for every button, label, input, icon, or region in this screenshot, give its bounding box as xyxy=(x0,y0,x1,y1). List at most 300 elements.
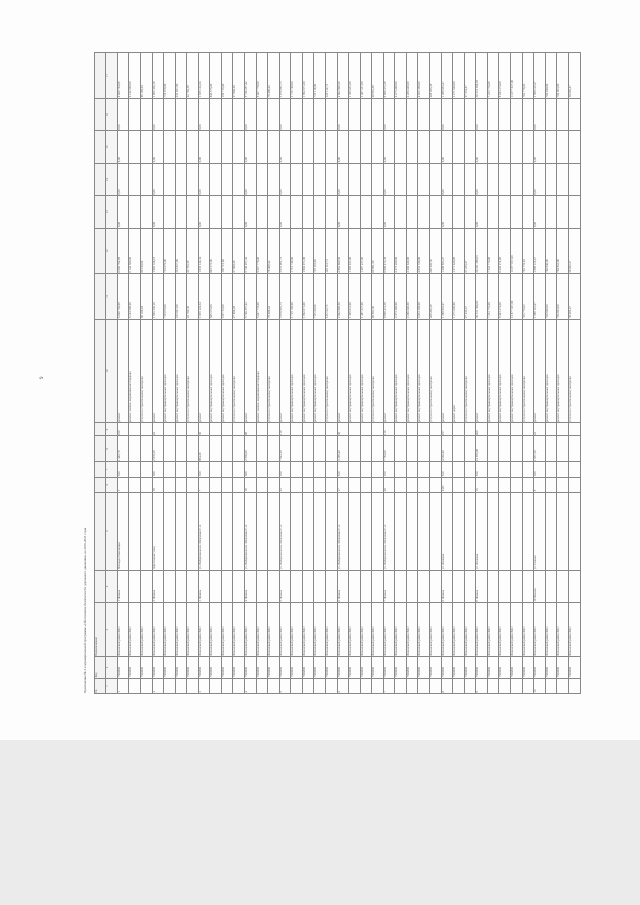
index-cell: 15 xyxy=(106,131,118,163)
table-cell: Ленинский район ВАО xyxy=(152,603,164,657)
table-cell: 6 144 500,00 xyxy=(129,274,141,319)
table-cell: 784 963,00 xyxy=(557,53,569,99)
table-cell xyxy=(522,492,534,570)
table-cell xyxy=(164,423,176,436)
table-cell: Ленинский район ВАО xyxy=(568,603,580,657)
table-cell xyxy=(256,570,268,602)
table-cell xyxy=(372,436,384,462)
table-cell xyxy=(372,98,384,130)
table-cell: 7506800 xyxy=(245,657,257,679)
table-cell: Ленинский район ВАО xyxy=(210,603,222,657)
table-cell xyxy=(221,678,233,693)
table-cell: 7506800 xyxy=(233,657,245,679)
table-cell xyxy=(129,462,141,477)
table-cell: 10 xyxy=(245,477,257,492)
table-cell: 3 395,40 xyxy=(337,436,349,462)
table-cell xyxy=(302,462,314,477)
table-cell xyxy=(430,423,442,436)
table-cell: 763 776,03 xyxy=(522,53,534,99)
table-cell xyxy=(291,131,303,163)
table-cell: 159 715,00 xyxy=(221,274,233,319)
table-cell xyxy=(430,678,442,693)
table-cell: услуги по строительному контролю xyxy=(568,319,580,423)
table-cell: 7506800 xyxy=(383,657,395,679)
index-cell: 1 xyxy=(106,678,118,693)
table-cell xyxy=(487,196,499,228)
table-cell: 78 409,42 xyxy=(268,53,280,99)
table-cell xyxy=(175,163,187,195)
table-cell: 719 119,00 xyxy=(314,274,326,319)
table-cell xyxy=(406,196,418,228)
table-cell: 2 206 640,00 xyxy=(406,228,418,273)
table-cell: 2 862 869,50 xyxy=(337,228,349,273)
table-cell: 1 271 620,00 xyxy=(453,53,465,99)
table-cell: 7506800 xyxy=(140,657,152,679)
table-cell xyxy=(175,492,187,570)
table-cell xyxy=(453,462,465,477)
table-cell xyxy=(372,163,384,195)
table-cell xyxy=(360,477,372,492)
table-cell: 7506800 xyxy=(453,657,465,679)
table-cell xyxy=(360,436,372,462)
table-cell xyxy=(302,98,314,130)
table-cell xyxy=(418,436,430,462)
table-cell: услуги по строительному контролю xyxy=(430,319,442,423)
table-cell xyxy=(129,423,141,436)
table-cell xyxy=(360,196,372,228)
table-row xyxy=(268,53,280,694)
table-cell xyxy=(499,462,511,477)
table-cell xyxy=(268,436,280,462)
table-cell: 5 xyxy=(279,678,291,693)
table-cell: 6 Ленина xyxy=(337,570,349,602)
table-cell: 3 Ленина xyxy=(198,570,210,602)
table-cell xyxy=(256,423,268,436)
table-cell xyxy=(221,492,233,570)
table-cell: 1 Ленина xyxy=(117,570,129,602)
table-cell xyxy=(349,131,361,163)
table-cell xyxy=(406,492,418,570)
table-cell xyxy=(568,678,580,693)
table-cell: 9 443 274,00 xyxy=(499,228,511,273)
table-cell: 6 xyxy=(337,678,349,693)
table-row xyxy=(256,53,268,694)
index-cell: 11 xyxy=(106,274,118,319)
table-cell: Ленинский район ВАО xyxy=(360,603,372,657)
table-cell xyxy=(175,678,187,693)
table-cell: 9 909 472,39 xyxy=(383,228,395,273)
table-cell xyxy=(187,131,199,163)
table-cell xyxy=(314,462,326,477)
table-cell: 43 xyxy=(279,477,291,492)
table-row xyxy=(557,53,569,694)
table-cell xyxy=(372,462,384,477)
table-cell xyxy=(545,492,557,570)
table-cell: 1 487 237,00 xyxy=(360,228,372,273)
index-cell: 16 xyxy=(106,98,118,130)
table-cell xyxy=(522,570,534,602)
table-cell: 5 667 778,00 xyxy=(256,274,268,319)
table-cell xyxy=(291,462,303,477)
table-cell: Ленинский район ВАО xyxy=(487,603,499,657)
table-cell xyxy=(453,678,465,693)
table-cell: 269 205,39 xyxy=(430,228,442,273)
table-cell xyxy=(430,436,442,462)
table-cell xyxy=(164,462,176,477)
table-cell xyxy=(187,477,199,492)
table-cell: ремонт дорог xyxy=(453,319,465,423)
table-cell xyxy=(221,98,233,130)
table-cell xyxy=(291,678,303,693)
header-cell xyxy=(94,131,106,163)
table-cell: 0,00 xyxy=(383,98,395,130)
table-cell xyxy=(360,492,372,570)
table-cell: 766 940,00 xyxy=(545,53,557,99)
table-cell xyxy=(406,131,418,163)
table-cell xyxy=(522,436,534,462)
table-header-row xyxy=(94,53,106,694)
header-cell xyxy=(94,492,106,570)
table-cell: Ленинский район ВАО xyxy=(545,603,557,657)
table-cell: 904,20 xyxy=(198,436,210,462)
table-cell: 7506800 xyxy=(418,657,430,679)
table-cell: 810 xyxy=(441,462,453,477)
table-cell xyxy=(175,570,187,602)
table-cell: 89 198,94 xyxy=(140,228,152,273)
table-cell: Ленинский район ВАО xyxy=(395,603,407,657)
table-cell xyxy=(406,570,418,602)
table-cell: Ленинский район ВАО xyxy=(453,603,465,657)
table-cell: 7506800 xyxy=(441,657,453,679)
table-cell: 100 xyxy=(117,423,129,436)
table-cell xyxy=(314,570,326,602)
table-cell: ремонт xyxy=(441,319,453,423)
table-cell: 763 776,03 xyxy=(522,274,534,319)
table-cell: 30 xyxy=(198,423,210,436)
table-cell xyxy=(268,131,280,163)
table-cell xyxy=(499,678,511,693)
table-cell xyxy=(256,98,268,130)
table-cell xyxy=(325,477,337,492)
table-cell: 830 xyxy=(534,462,546,477)
table-cell xyxy=(256,492,268,570)
table-cell xyxy=(418,462,430,477)
table-cell xyxy=(499,477,511,492)
table-cell: Ленинский район ВАО xyxy=(187,603,199,657)
table-cell: 119 xyxy=(279,423,291,436)
table-cell: ул. Набережная им. Шевченко С.А. xyxy=(198,492,210,570)
table-cell xyxy=(314,131,326,163)
table-cell: 1 xyxy=(117,678,129,693)
table-cell: 13 877 037,00 xyxy=(510,274,522,319)
table-cell: Ленинский район ВАО xyxy=(499,603,511,657)
table-cell xyxy=(453,196,465,228)
table-cell: 719 119,00 xyxy=(314,228,326,273)
table-cell: 0,00 xyxy=(245,131,257,163)
table-cell: 7506800 xyxy=(325,657,337,679)
table-cell: 22 765,39 xyxy=(187,53,199,99)
table-cell: услуги по строительному контролю xyxy=(140,319,152,423)
table-cell xyxy=(302,436,314,462)
table-cell xyxy=(314,492,326,570)
table-cell: 1 035 124,34 xyxy=(198,53,210,99)
table-cell: 1 305 631,00 xyxy=(349,53,361,99)
table-cell xyxy=(187,492,199,570)
table-cell: 7506800 xyxy=(221,657,233,679)
table-cell: услуги по строительному контролю xyxy=(372,319,384,423)
table-row xyxy=(510,53,522,694)
table-row xyxy=(476,53,488,694)
table-cell: Ленинский район ВАО xyxy=(557,603,569,657)
header-cell: Наименование xyxy=(94,603,106,657)
table-cell: ул. Ломовая xyxy=(441,492,453,570)
table-cell: 78 409,42 xyxy=(268,228,280,273)
table-cell: ремонт внутриквартальных проездов xyxy=(302,319,314,423)
table-cell: 3 xyxy=(198,678,210,693)
table-cell: 0,00 xyxy=(534,98,546,130)
table-cell: 719 119,00 xyxy=(314,53,326,99)
table-cell: 1 487 237,00 xyxy=(360,53,372,99)
table-cell xyxy=(233,98,245,130)
table-cell: 845 575,00 xyxy=(210,228,222,273)
table-cell: 89 198,94 xyxy=(140,274,152,319)
table-cell xyxy=(430,477,442,492)
table-cell xyxy=(545,98,557,130)
table-cell xyxy=(140,570,152,602)
table-cell xyxy=(545,678,557,693)
table-cell: 1 590 115,47 xyxy=(534,274,546,319)
table-cell xyxy=(233,131,245,163)
table-cell xyxy=(360,131,372,163)
table-cell: Ленинский район ВАО xyxy=(198,603,210,657)
table-cell: 48 xyxy=(383,477,395,492)
table-row xyxy=(152,53,164,694)
table-cell: 1 965 336,19 xyxy=(152,53,164,99)
header-cell xyxy=(94,436,106,462)
table-cell xyxy=(302,423,314,436)
table-cell: Ленинский район ВАО xyxy=(476,603,488,657)
table-cell: 2 206 640,00 xyxy=(406,53,418,99)
table-cell: 89 198,94 xyxy=(140,53,152,99)
table-cell: 0,00 xyxy=(337,163,349,195)
table-cell xyxy=(349,678,361,693)
table-row xyxy=(337,53,349,694)
table-cell: ремонт внутриквартальных проездов xyxy=(175,319,187,423)
table-cell xyxy=(464,477,476,492)
table-cell: 38 692,47 xyxy=(568,53,580,99)
table-cell xyxy=(464,678,476,693)
table-cell xyxy=(129,678,141,693)
table-cell xyxy=(522,98,534,130)
table-cell: 0,00 xyxy=(476,98,488,130)
table-cell xyxy=(430,163,442,195)
table-cell: 1 715 749,00 xyxy=(291,228,303,273)
table-cell xyxy=(129,477,141,492)
table-cell: 766 940,00 xyxy=(545,274,557,319)
table-cell: ул. Набережная им. Шевченко С.А. xyxy=(383,492,395,570)
table-cell xyxy=(464,163,476,195)
table-cell xyxy=(510,570,522,602)
table-cell: 233 827,00 xyxy=(175,274,187,319)
table-cell: 7506800 xyxy=(268,657,280,679)
table-cell xyxy=(302,678,314,693)
table-cell xyxy=(325,570,337,602)
table-cell xyxy=(522,196,534,228)
table-cell xyxy=(557,477,569,492)
table-cell xyxy=(372,196,384,228)
table-cell: 0,00 xyxy=(152,163,164,195)
table-cell: 7506800 xyxy=(476,657,488,679)
table-cell xyxy=(175,423,187,436)
table-cell: 0,00 xyxy=(534,163,546,195)
table-cell xyxy=(418,570,430,602)
table-cell: услуги по строительному контролю xyxy=(233,319,245,423)
table-cell: 766 940,00 xyxy=(545,228,557,273)
table-cell: 5 667 778,00 xyxy=(256,53,268,99)
table-cell xyxy=(256,678,268,693)
header-cell: Код xyxy=(94,657,106,679)
header-cell xyxy=(94,570,106,602)
table-row xyxy=(418,53,430,694)
table-cell xyxy=(510,423,522,436)
table-cell xyxy=(487,678,499,693)
table-cell xyxy=(140,98,152,130)
table-cell: 7 Ленина xyxy=(383,570,395,602)
table-cell: 5 xyxy=(534,477,546,492)
table-cell: 125 112,73 xyxy=(325,228,337,273)
table-cell xyxy=(291,477,303,492)
header-cell xyxy=(94,163,106,195)
table-cell xyxy=(568,570,580,602)
table-cell: 197 xyxy=(441,423,453,436)
table-cell xyxy=(175,462,187,477)
table-cell xyxy=(210,131,222,163)
table-cell xyxy=(499,98,511,130)
table-cell: 2 878,39 xyxy=(152,436,164,462)
table-cell: услуги по строительному контролю xyxy=(268,319,280,423)
table-cell xyxy=(140,131,152,163)
table-cell: 7506800 xyxy=(152,657,164,679)
table-row xyxy=(383,53,395,694)
table-cell xyxy=(522,423,534,436)
table-cell: 1 445,70 xyxy=(117,436,129,462)
table-cell: пересечение улиц xyxy=(152,492,164,570)
table-cell xyxy=(233,423,245,436)
table-cell xyxy=(464,423,476,436)
table-cell: 7506800 xyxy=(175,657,187,679)
table-cell xyxy=(522,678,534,693)
table-cell xyxy=(187,163,199,195)
table-row xyxy=(522,53,534,694)
header-cell xyxy=(94,423,106,436)
table-cell xyxy=(522,477,534,492)
table-cell: 820 xyxy=(245,462,257,477)
table-cell: 2351 xyxy=(441,477,453,492)
table-cell: 2 206 640,00 xyxy=(406,274,418,319)
table-cell: 159 715,00 xyxy=(221,228,233,273)
table-cell xyxy=(557,98,569,130)
table-cell: 0,00 xyxy=(117,163,129,195)
table-cell xyxy=(187,423,199,436)
table-cell: 7506800 xyxy=(291,657,303,679)
table-row xyxy=(164,53,176,694)
table-cell: 7506800 xyxy=(187,657,199,679)
table-cell: 1 715 749,00 xyxy=(291,274,303,319)
header-cell xyxy=(94,53,106,99)
table-cell xyxy=(510,98,522,130)
table-cell: Ленинский район ВАО xyxy=(441,603,453,657)
table-cell: 845 575,00 xyxy=(210,274,222,319)
table-cell xyxy=(129,131,141,163)
table-cell xyxy=(268,570,280,602)
table-cell xyxy=(499,423,511,436)
table-cell: 1 902 071,00 xyxy=(302,228,314,273)
table-cell xyxy=(568,477,580,492)
table-cell: 1 035 124,34 xyxy=(198,274,210,319)
table-cell xyxy=(233,163,245,195)
table-cell xyxy=(464,462,476,477)
table-cell xyxy=(430,570,442,602)
table-cell: 7506800 xyxy=(510,657,522,679)
index-cell: 7 xyxy=(106,462,118,477)
table-cell xyxy=(164,477,176,492)
table-cell: 0,00 xyxy=(279,163,291,195)
table-cell xyxy=(221,570,233,602)
table-row xyxy=(464,53,476,694)
table-cell xyxy=(210,98,222,130)
table-cell: 719 079,00 xyxy=(164,53,176,99)
table-cell: 4 833 358,00 xyxy=(418,274,430,319)
table-cell: 7506800 xyxy=(522,657,534,679)
table-cell xyxy=(314,678,326,693)
table-cell: 1 715 749,00 xyxy=(291,53,303,99)
table-cell xyxy=(418,678,430,693)
table-cell xyxy=(430,492,442,570)
table-cell: 1 xyxy=(117,477,129,492)
table-cell xyxy=(187,678,199,693)
table-cell xyxy=(568,423,580,436)
table-cell xyxy=(510,131,522,163)
table-cell xyxy=(210,678,222,693)
table-cell xyxy=(291,436,303,462)
table-cell xyxy=(314,98,326,130)
table-row xyxy=(406,53,418,694)
table-row xyxy=(360,53,372,694)
table-cell xyxy=(360,678,372,693)
table-cell xyxy=(291,423,303,436)
table-cell: Ленинский район ВАО xyxy=(164,603,176,657)
table-cell: 1 035 124,34 xyxy=(198,228,210,273)
table-cell xyxy=(545,131,557,163)
table-cell: 125 112,73 xyxy=(325,274,337,319)
table-cell: 7506800 xyxy=(314,657,326,679)
table-cell: ремонт внутриквартальных проездов xyxy=(221,319,233,423)
table-cell: 17 xyxy=(337,477,349,492)
index-cell: 13 xyxy=(106,196,118,228)
table-cell: ремонт внутриквартальных проездов xyxy=(314,319,326,423)
table-cell xyxy=(314,163,326,195)
header-cell xyxy=(94,228,106,273)
table-cell xyxy=(557,570,569,602)
table-cell: 7 xyxy=(383,678,395,693)
table-row xyxy=(279,53,291,694)
table-cell: 0,00 xyxy=(198,196,210,228)
table-cell xyxy=(557,492,569,570)
table-cell: Ленинский район ВАО xyxy=(302,603,314,657)
table-cell xyxy=(349,462,361,477)
table-cell xyxy=(164,436,176,462)
table-cell xyxy=(140,423,152,436)
